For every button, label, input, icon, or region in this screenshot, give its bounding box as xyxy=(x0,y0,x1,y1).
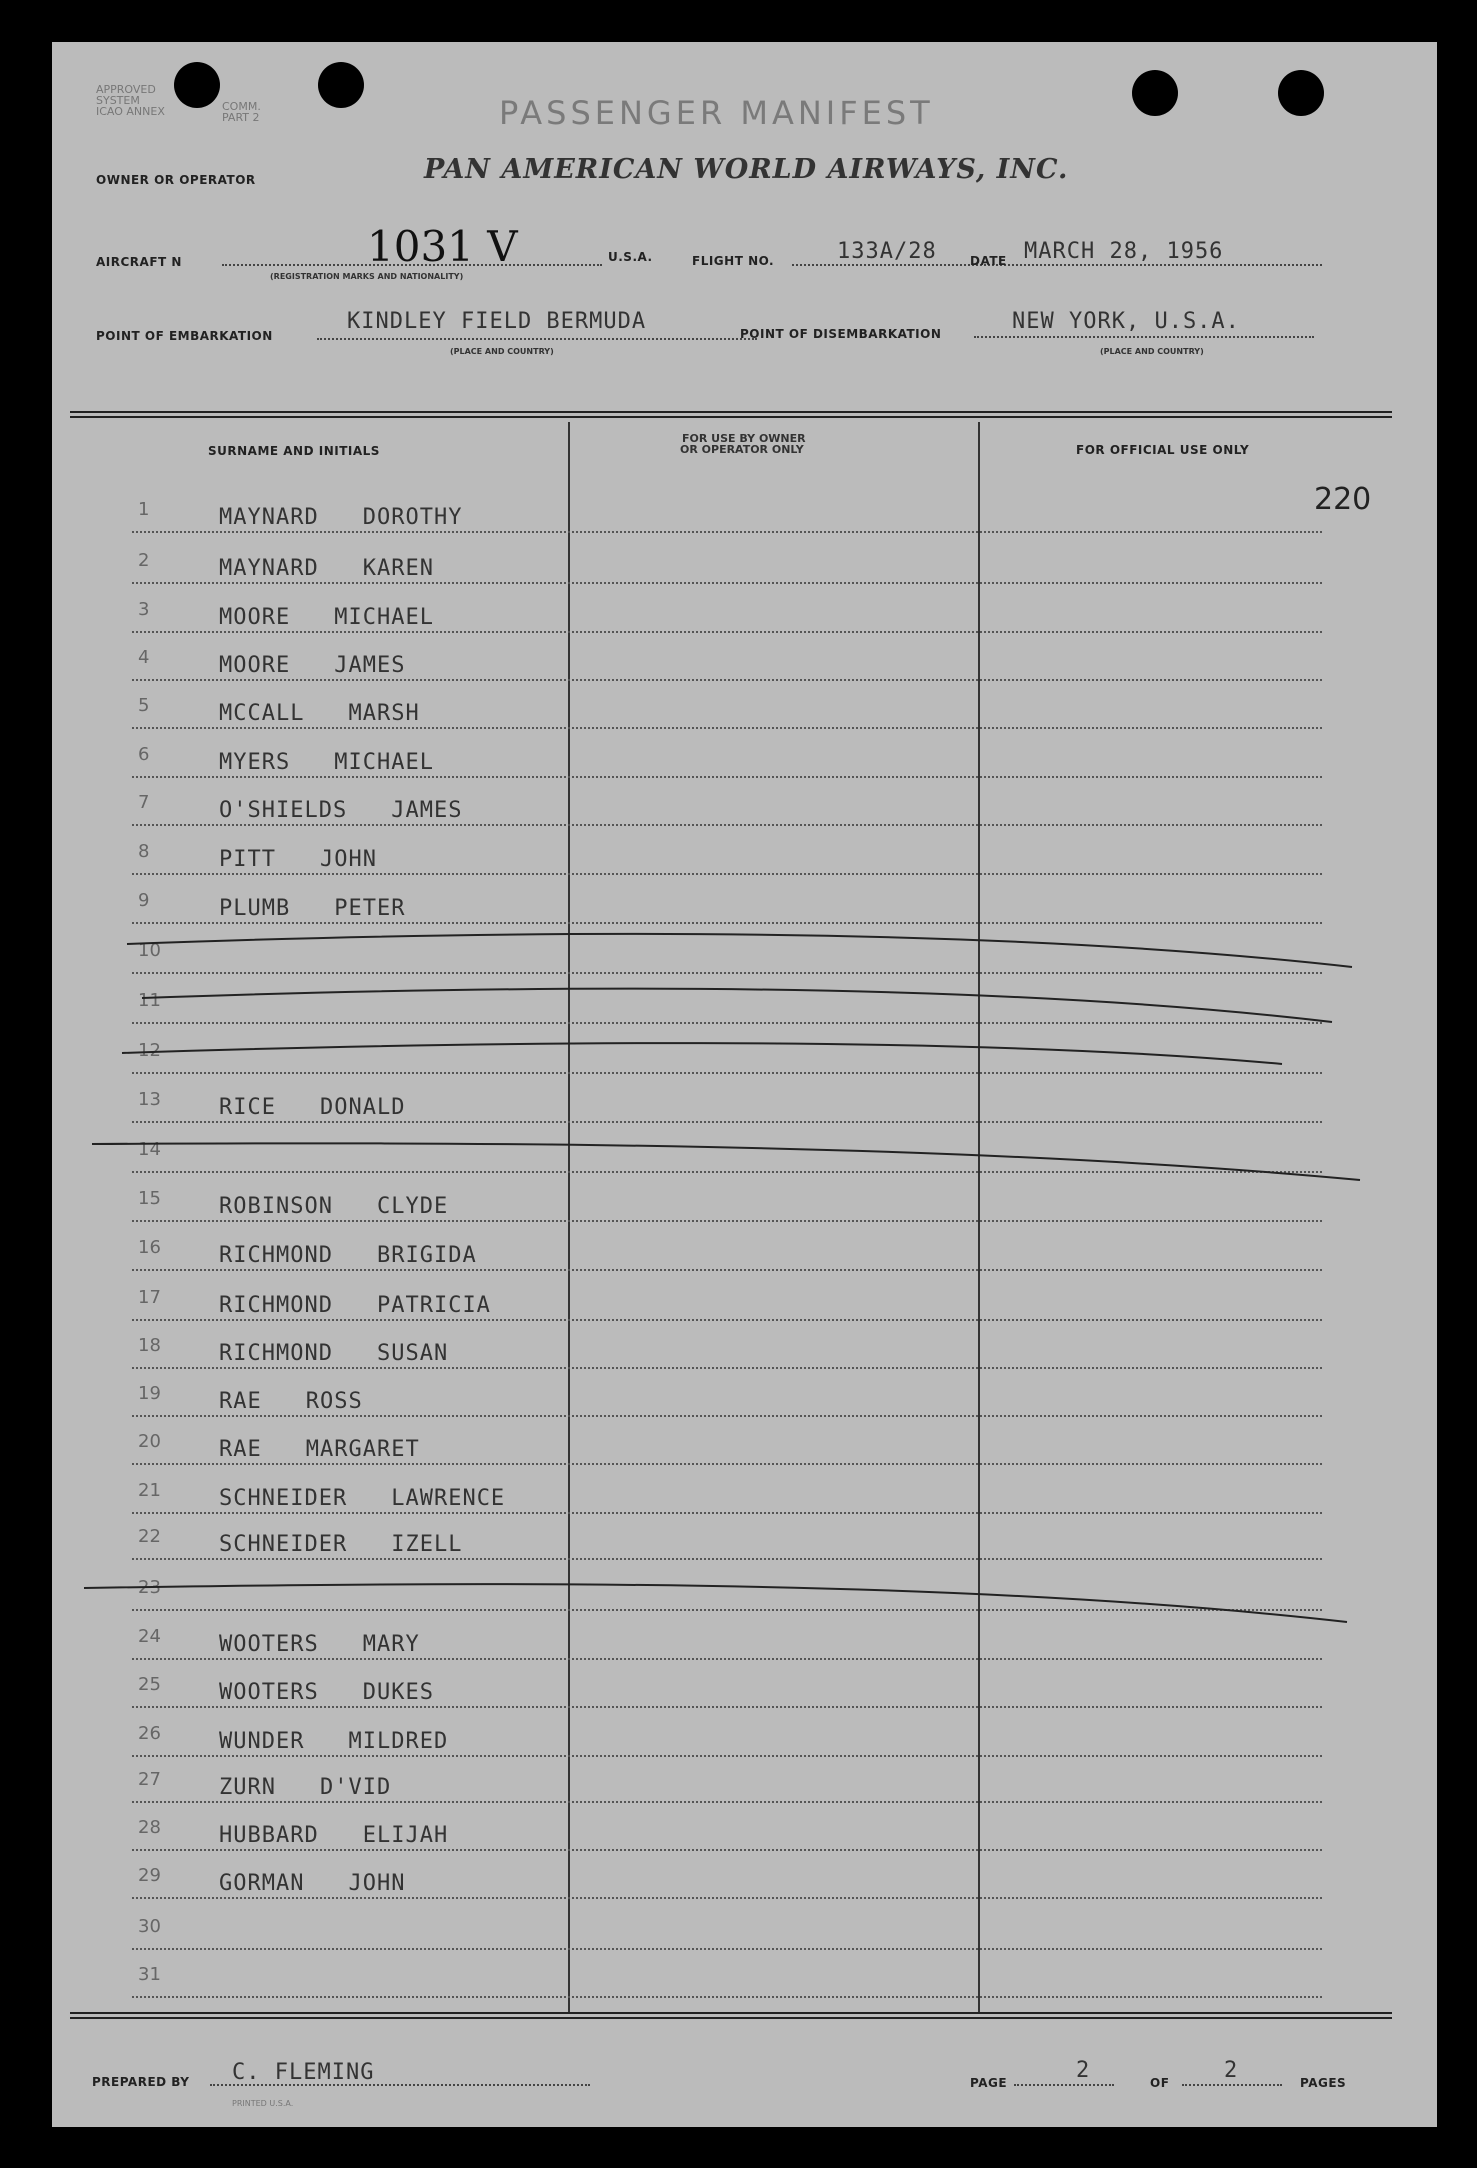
row-number: 31 xyxy=(138,1964,161,1985)
row-number: 6 xyxy=(138,744,150,765)
row-number: 27 xyxy=(138,1769,161,1790)
passenger-surname: ROBINSON xyxy=(219,1194,333,1219)
col-header-official: FOR OFFICIAL USE ONLY xyxy=(1076,443,1250,457)
official-note: 220 xyxy=(1314,482,1372,517)
row-number: 26 xyxy=(138,1723,161,1744)
passenger-surname: GORMAN xyxy=(219,1871,305,1896)
row-number: 10 xyxy=(138,940,161,961)
col-header-surname: SURNAME AND INITIALS xyxy=(208,444,380,458)
passenger-surname: SCHNEIDER xyxy=(219,1486,348,1511)
row-number: 14 xyxy=(138,1139,161,1160)
passenger-surname: RICHMOND xyxy=(219,1293,333,1318)
row-number: 4 xyxy=(138,647,150,668)
flight-value: 133A/28 xyxy=(837,239,937,264)
of-field-line xyxy=(1182,2084,1282,2086)
disembarkation-label: POINT OF DISEMBARKATION xyxy=(740,327,942,341)
row-number: 28 xyxy=(138,1817,161,1838)
passenger-given-name: CLYDE xyxy=(376,1194,449,1219)
passenger-given-name: DUKES xyxy=(362,1680,434,1705)
page-field-line xyxy=(1014,2084,1114,2086)
passenger-given-name: PATRICIA xyxy=(376,1293,491,1318)
approval-stamp-suffix2: PART 2 xyxy=(222,111,260,124)
passenger-given-name: MICHAEL xyxy=(334,750,434,775)
strike-line xyxy=(84,1584,1347,1622)
passenger-surname: PITT xyxy=(219,847,276,872)
passenger-surname: RAE xyxy=(219,1389,262,1414)
passenger-given-name: JOHN xyxy=(348,1871,406,1896)
strike-line xyxy=(127,934,1352,967)
operator-name: PAN AMERICAN WORLD AIRWAYS, INC. xyxy=(424,154,1069,185)
page-title: PASSENGER MANIFEST xyxy=(499,94,934,132)
passenger-given-name: KAREN xyxy=(362,556,434,581)
aircraft-label: AIRCRAFT N xyxy=(96,255,182,269)
aircraft-value: 1031 V xyxy=(367,222,518,271)
table-bottom-rule xyxy=(70,2017,1392,2019)
manifest-sheet xyxy=(52,42,1437,2127)
passenger-surname: HUBBARD xyxy=(219,1823,319,1848)
prepared-label: PREPARED BY xyxy=(92,2075,190,2089)
passenger-given-name: MICHAEL xyxy=(334,605,434,630)
of-label: OF xyxy=(1150,2076,1170,2090)
row-number: 23 xyxy=(138,1577,161,1598)
passenger-surname: RICHMOND xyxy=(219,1243,333,1268)
passenger-surname: MYERS xyxy=(219,750,291,775)
row-number: 22 xyxy=(138,1526,161,1547)
row-number: 29 xyxy=(138,1865,161,1886)
passenger-given-name: LAWRENCE xyxy=(391,1486,506,1511)
row-number: 30 xyxy=(138,1916,161,1937)
passenger-surname: MAYNARD xyxy=(219,556,319,581)
pages-label: PAGES xyxy=(1300,2076,1347,2090)
country-suffix: U.S.A. xyxy=(608,250,653,264)
page-value: 2 xyxy=(1076,2058,1091,2083)
approval-stamp-line: SYSTEM xyxy=(96,94,140,107)
row-number: 17 xyxy=(138,1287,161,1308)
disembarkation-caption: (PLACE AND COUNTRY) xyxy=(1100,347,1204,356)
approval-stamp-line: ICAO ANNEX xyxy=(96,105,165,118)
passenger-surname: MOORE xyxy=(219,605,291,630)
bottom-stamp: PRINTED U.S.A. xyxy=(232,2099,294,2108)
passenger-surname: MCCALL xyxy=(219,701,305,726)
prepared-value: C. FLEMING xyxy=(232,2060,375,2085)
table-bottom-rule xyxy=(70,2012,1392,2014)
passenger-surname: RAE xyxy=(219,1437,262,1462)
embarkation-value: KINDLEY FIELD BERMUDA xyxy=(347,309,647,334)
passenger-given-name: BRIGIDA xyxy=(376,1243,477,1268)
row-number: 2 xyxy=(138,550,150,571)
strike-lines xyxy=(52,42,1437,2127)
passenger-surname: WOOTERS xyxy=(219,1680,319,1705)
passenger-given-name: JAMES xyxy=(334,653,406,678)
passenger-given-name: DONALD xyxy=(319,1095,406,1120)
disembarkation-value: NEW YORK, U.S.A. xyxy=(1012,309,1240,334)
passenger-surname: O'SHIELDS xyxy=(219,798,348,823)
passenger-given-name: JOHN xyxy=(319,847,377,872)
row-number: 24 xyxy=(138,1626,161,1647)
row-number: 3 xyxy=(138,599,150,620)
row-number: 16 xyxy=(138,1237,161,1258)
passenger-given-name: MARY xyxy=(362,1632,420,1657)
passenger-given-name: SUSAN xyxy=(376,1341,449,1366)
row-number: 12 xyxy=(138,1040,161,1061)
embarkation-caption: (PLACE AND COUNTRY) xyxy=(450,347,554,356)
passenger-surname: ZURN xyxy=(219,1775,276,1800)
strike-line xyxy=(92,1143,1360,1180)
row-number: 25 xyxy=(138,1674,161,1695)
passenger-given-name: PETER xyxy=(334,896,406,921)
col-header-owner-line2: OR OPERATOR ONLY xyxy=(680,443,804,456)
row-number: 5 xyxy=(138,695,150,716)
row-number: 20 xyxy=(138,1431,161,1452)
row-number: 15 xyxy=(138,1188,161,1209)
passenger-surname: RICHMOND xyxy=(219,1341,333,1366)
passenger-given-name: ROSS xyxy=(305,1389,363,1414)
date-label: DATE xyxy=(970,254,1007,268)
passenger-surname: PLUMB xyxy=(219,896,291,921)
row-number: 9 xyxy=(138,890,150,911)
of-value: 2 xyxy=(1224,2058,1239,2083)
passenger-given-name: D'VID xyxy=(319,1775,392,1800)
passenger-given-name: MARGARET xyxy=(305,1437,420,1462)
passenger-surname: WUNDER xyxy=(219,1729,305,1754)
passenger-surname: WOOTERS xyxy=(219,1632,319,1657)
passenger-given-name: JAMES xyxy=(391,798,463,823)
embarkation-label: POINT OF EMBARKATION xyxy=(96,329,273,343)
row-number: 21 xyxy=(138,1480,161,1501)
strike-line xyxy=(142,989,1332,1022)
passenger-given-name: MILDRED xyxy=(348,1729,449,1754)
col-header-owner-line1: FOR USE BY OWNER xyxy=(682,432,806,445)
passenger-given-name: DOROTHY xyxy=(362,505,463,530)
date-value: MARCH 28, 1956 xyxy=(1024,239,1224,264)
passenger-surname: RICE xyxy=(219,1095,276,1120)
registration-caption: (REGISTRATION MARKS AND NATIONALITY) xyxy=(270,272,464,281)
approval-stamp-suffix: COMM. xyxy=(222,100,261,113)
passenger-given-name: IZELL xyxy=(391,1532,463,1557)
row-number: 1 xyxy=(138,499,150,520)
owner-label: OWNER OR OPERATOR xyxy=(96,173,256,187)
approval-stamp-line: APPROVED xyxy=(96,83,156,96)
passenger-given-name: MARSH xyxy=(348,701,420,726)
row-number: 13 xyxy=(138,1089,161,1110)
passenger-given-name: ELIJAH xyxy=(362,1823,449,1848)
passenger-surname: MOORE xyxy=(219,653,291,678)
row-number: 11 xyxy=(138,990,161,1011)
row-number: 19 xyxy=(138,1383,161,1404)
page-label: PAGE xyxy=(970,2076,1008,2090)
passenger-surname: SCHNEIDER xyxy=(219,1532,348,1557)
passenger-surname: MAYNARD xyxy=(219,505,319,530)
strike-line xyxy=(122,1043,1282,1064)
row-number: 7 xyxy=(138,792,150,813)
row-number: 8 xyxy=(138,841,150,862)
flight-label: FLIGHT NO. xyxy=(692,254,775,268)
row-number: 18 xyxy=(138,1335,161,1356)
